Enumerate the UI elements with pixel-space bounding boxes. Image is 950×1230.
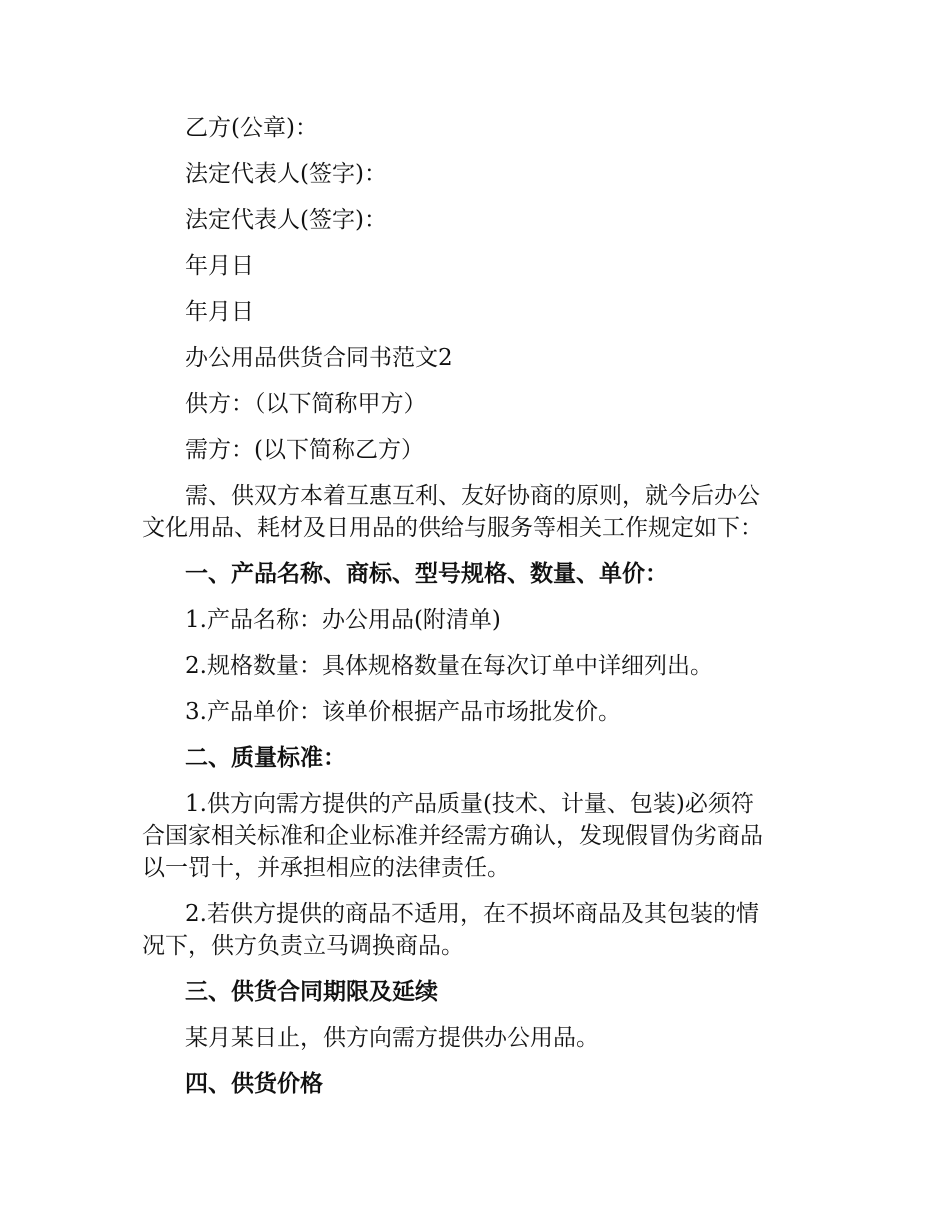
legal-rep-signature-line: 法定代表人(签字)： <box>185 161 387 187</box>
clause-item: 1.供方向需方提供的产品质量(技术、计量、包装)必须符 <box>185 791 754 817</box>
supplier-line: 供方：（以下简称甲方） <box>185 391 427 417</box>
section-title: 办公用品供货合同书范文2 <box>185 345 453 371</box>
date-line: 年月日 <box>185 253 254 279</box>
clause-item: 2.规格数量：具体规格数量在每次订单中详细列出。 <box>185 653 713 679</box>
date-line: 年月日 <box>185 299 254 325</box>
clause-item-continuation: 合国家相关标准和企业标准并经需方确认，发现假冒伪劣商品 <box>142 823 763 849</box>
legal-rep-signature-line: 法定代表人(签字)： <box>185 207 387 233</box>
clause-item: 3.产品单价：该单价根据产品市场批发价。 <box>185 699 621 725</box>
clause-item: 2.若供方提供的商品不适用，在不损坏商品及其包装的情 <box>185 901 759 927</box>
clause-heading: 一、产品名称、商标、型号规格、数量、单价： <box>185 560 668 587</box>
clause-heading: 二、质量标准： <box>185 744 346 771</box>
clause-item-continuation: 况下，供方负责立马调换商品。 <box>142 933 464 959</box>
clause-heading: 四、供货价格 <box>185 1070 323 1097</box>
buyer-line: 需方：(以下简称乙方） <box>185 437 424 463</box>
clause-text: 某月某日止，供方向需方提供办公用品。 <box>185 1025 599 1051</box>
clause-item: 1.产品名称：办公用品(附清单) <box>185 607 501 633</box>
intro-paragraph-line: 文化用品、耗材及日用品的供给与服务等相关工作规定如下： <box>142 515 763 541</box>
intro-paragraph-line: 需、供双方本着互惠互利、友好协商的原则，就今后办公 <box>185 483 760 509</box>
clause-item-continuation: 以一罚十，并承担相应的法律责任。 <box>142 855 510 881</box>
clause-heading: 三、供货合同期限及延续 <box>185 978 438 1005</box>
party-b-seal-line: 乙方(公章)： <box>185 115 318 141</box>
